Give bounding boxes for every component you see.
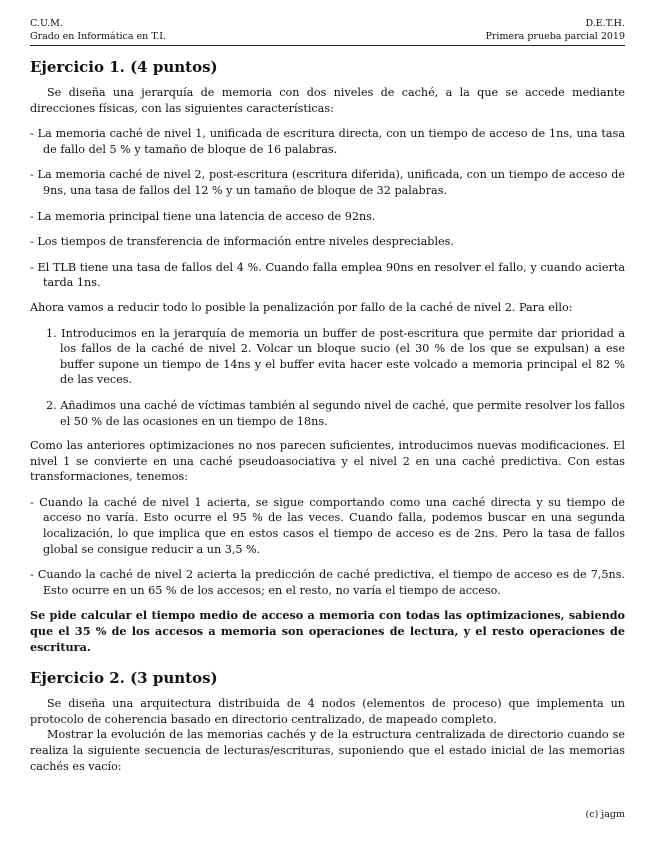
- list-item: - Cuando la caché de nivel 1 acierta, se sigue comportando como una caché directa y su tiempo de acceso no varía. Esto ocurre el 95 % de las veces. Cuando falla, podemos buscar en una segunda localización, lo que implica que en estos casos el tiempo de acceso es de 2ns. Pero la tasa de fallos global se consigue reducir a un 3,5 %.: [30, 495, 625, 556]
- bullet-text: El TLB tiene una tasa de fallos del 4 %. Cuando falla emplea 90ns en resolver el fallo, y cuando acierta tarda 1ns.: [37, 260, 625, 290]
- footer-copyright: (c) jagm: [585, 809, 625, 820]
- header-degree: Grado en Informática en T.I.: [30, 31, 167, 42]
- bullet-text: Los tiempos de transferencia de información entre niveles despreciables.: [37, 235, 454, 249]
- numbered-item: 1. Introducimos en la jerarquía de memoria un buffer de post-escritura que permite dar prioridad a los fallos de la caché de nivel 2. Volcar un bloque sucio (el 30 % de los que se expulsan) a ese buffer supone un tiempo de 14ns y el buffer evita hacer este volcado a memoria principal el 82 % de las veces.: [46, 326, 626, 387]
- header-department: D.E.T.H.: [585, 18, 625, 29]
- bullet-text: La memoria caché de nivel 1, unificada de escritura directa, con un tiempo de acceso de 1ns, una tasa de fallo del 5 % y tamaño de bloque de 16 palabras.: [37, 127, 625, 156]
- header-divider: [30, 45, 625, 46]
- numbered-text: Añadimos una caché de víctimas también al segundo nivel de caché, que permite resolver los fallos el 50 % de las ocasiones en un tiempo de 18ns.: [60, 398, 625, 428]
- exercise-1-task: Se pide calcular el tiempo medio de acceso a memoria con todas las optimizaciones, sabiendo que el 35 % de los accesos a memoria son operaciones de lectura, y el resto operaciones de escritura.: [30, 608, 625, 654]
- list-item: - El TLB tiene una tasa de fallos del 4 %. Cuando falla emplea 90ns en resolver el fallo, y cuando acierta tarda 1ns.: [30, 260, 625, 290]
- bullet-text: Cuando la caché de nivel 2 acierta la predicción de caché predictiva, el tiempo de acceso es de 7,5ns. Esto ocurre en un 65 % de los accesos; en el resto, no varía el tiempo de acceso.: [37, 568, 625, 597]
- exercise-2-title: Ejercicio 2. (3 puntos): [30, 669, 218, 688]
- list-item: - La memoria caché de nivel 1, unificada de escritura directa, con un tiempo de acceso de 1ns, una tasa de fallo del 5 % y tamaño de bloque de 16 palabras.: [30, 127, 625, 156]
- exercise-1-title: Ejercicio 1. (4 puntos): [30, 58, 218, 76]
- numbered-item: 2. Añadimos una caché de víctimas también al segundo nivel de caché, que permite resolver los fallos el 50 % de las ocasiones en un tiempo de 18ns.: [46, 398, 625, 428]
- reduction-intro: Ahora vamos a reducir todo lo posible la penalización por fallo de la caché de nivel 2. Para ello:: [30, 300, 573, 314]
- list-item: - La memoria caché de nivel 2, post-escritura (escritura diferida), unificada, con un tiempo de acceso de 9ns, una tasa de fallos del 12 % y un tamaño de bloque de 32 palabras.: [30, 168, 625, 197]
- exam-body: [30, 58, 625, 774]
- list-item: - La memoria principal tiene una latencia de acceso de 92ns.: [30, 209, 376, 223]
- exercise-1-intro: Se diseña una jerarquía de memoria con dos niveles de caché, a la que se accede mediante direcciones físicas, con las siguientes características:: [30, 86, 625, 115]
- bullet-text: Cuando la caché de nivel 1 acierta, se sigue comportando como una caché directa y su tiempo de acceso no varía. Esto ocurre el 95 % de las veces. Cuando falla, podemos buscar en una segunda localización, lo que implica que en estos casos el tiempo de acceso es de 2ns. Pero la tasa de fallos global se consigue reducir a un 3,5 %.: [39, 495, 625, 556]
- exercise-2-paragraph-1: Se diseña una arquitectura distribuida de 4 nodos (elementos de proceso) que implementa un protocolo de coherencia basado en directorio centralizado, de mapeado completo.: [30, 697, 625, 726]
- bullet-text: La memoria caché de nivel 2, post-escritura (escritura diferida), unificada, con un tiempo de acceso de 9ns, una tasa de fallos del 12 % y un tamaño de bloque de 32 palabras.: [37, 168, 625, 197]
- list-item: - Cuando la caché de nivel 2 acierta la predicción de caché predictiva, el tiempo de acceso es de 7,5ns. Esto ocurre en un 65 % de los accesos; en el resto, no varía el tiempo de acceso.: [30, 568, 625, 597]
- numbered-text: Introducimos en la jerarquía de memoria un buffer de post-escritura que permite dar prioridad a los fallos de la caché de nivel 2. Volcar un bloque sucio (el 30 % de los que se expulsan) a ese buffer supone un tiempo de 14ns y el buffer evita hacer este volcado a memoria principal el 82 % de las veces.: [60, 326, 626, 387]
- header-institution: C.U.M.: [30, 18, 63, 29]
- header-exam-name: Primera prueba parcial 2019: [485, 31, 625, 42]
- modifications-paragraph: Como las anteriores optimizaciones no nos parecen suficientes, introducimos nuevas modificaciones. El nivel 1 se convierte en una caché pseudoasociativa y el nivel 2 en una caché predictiva. Con estas transformaciones, tenemos:: [30, 439, 625, 484]
- exercise-2-paragraph-2: Mostrar la evolución de las memorias cachés y de la estructura centralizada de directorio cuando se realiza la siguiente secuencia de lecturas/escrituras, suponiendo que el estado inicial de las memorias cachés es vacío:: [30, 728, 625, 773]
- bullet-text: La memoria principal tiene una latencia de acceso de 92ns.: [37, 209, 376, 223]
- list-item: - Los tiempos de transferencia de información entre niveles despreciables.: [30, 235, 454, 249]
